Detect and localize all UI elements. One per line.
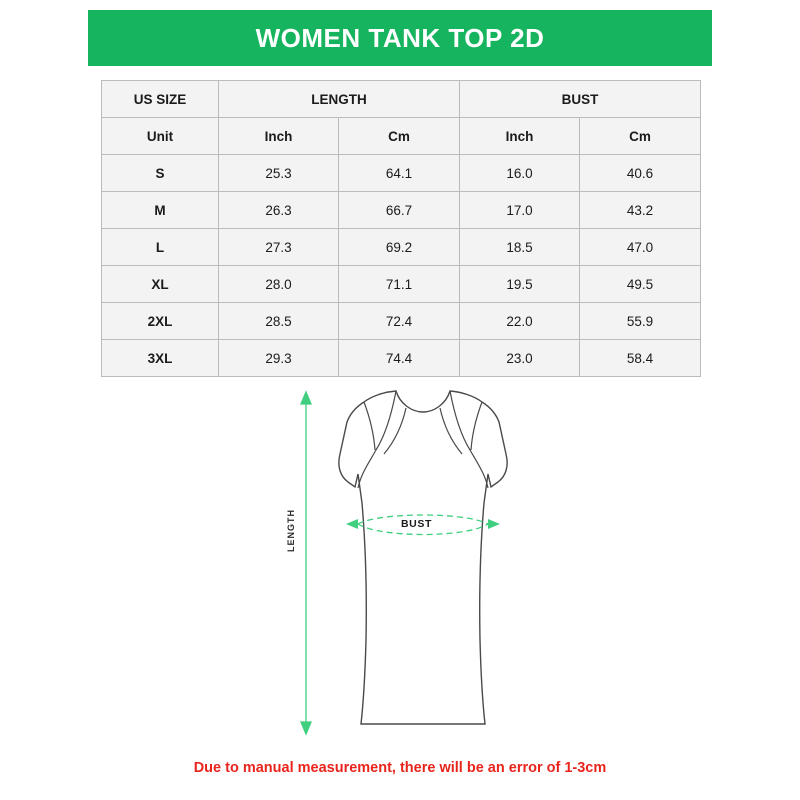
row-bust-cm: 43.2 <box>580 192 701 229</box>
row-bust-inch: 23.0 <box>460 340 580 377</box>
row-bust-cm: 55.9 <box>580 303 701 340</box>
row-length-inch: 26.3 <box>219 192 339 229</box>
size-table <box>101 80 701 377</box>
row-bust-cm: 58.4 <box>580 340 701 377</box>
table-row <box>102 192 701 229</box>
row-length-inch: 27.3 <box>219 229 339 266</box>
size-table-container <box>101 80 700 377</box>
unit-bust-cm: Cm <box>580 118 701 155</box>
unit-length-inch: Inch <box>219 118 339 155</box>
column-header-bust: BUST <box>460 81 701 118</box>
row-length-cm: 71.1 <box>339 266 460 303</box>
bust-dimension-label: BUST <box>401 518 432 530</box>
row-size: L <box>102 229 219 266</box>
row-length-cm: 72.4 <box>339 303 460 340</box>
unit-length-cm: Cm <box>339 118 460 155</box>
table-row <box>102 155 701 192</box>
unit-label: Unit <box>102 118 219 155</box>
row-bust-inch: 17.0 <box>460 192 580 229</box>
row-length-cm: 69.2 <box>339 229 460 266</box>
table-row <box>102 303 701 340</box>
row-bust-inch: 18.5 <box>460 229 580 266</box>
row-length-cm: 66.7 <box>339 192 460 229</box>
page-title: WOMEN TANK TOP 2D <box>255 22 545 53</box>
row-bust-cm: 47.0 <box>580 229 701 266</box>
row-bust-cm: 40.6 <box>580 155 701 192</box>
column-header-length: LENGTH <box>219 81 460 118</box>
row-length-cm: 74.4 <box>339 340 460 377</box>
row-size: 3XL <box>102 340 219 377</box>
header-banner <box>88 10 712 66</box>
table-row <box>102 229 701 266</box>
table-row <box>102 340 701 377</box>
measurement-disclaimer: Due to manual measurement, there will be an error of 1-3cm <box>193 760 607 776</box>
row-bust-inch: 19.5 <box>460 266 580 303</box>
row-length-cm: 64.1 <box>339 155 460 192</box>
row-size: S <box>102 155 219 192</box>
measurement-diagram <box>260 388 560 738</box>
unit-bust-inch: Inch <box>460 118 580 155</box>
length-dimension-label: LENGTH <box>286 509 296 552</box>
tank-top-outline-icon <box>260 388 560 738</box>
row-length-inch: 29.3 <box>219 340 339 377</box>
row-bust-cm: 49.5 <box>580 266 701 303</box>
row-size: XL <box>102 266 219 303</box>
table-row <box>102 266 701 303</box>
row-length-inch: 28.5 <box>219 303 339 340</box>
row-size: 2XL <box>102 303 219 340</box>
table-row-unit <box>102 118 701 155</box>
row-bust-inch: 16.0 <box>460 155 580 192</box>
table-header-row <box>102 81 701 118</box>
row-size: M <box>102 192 219 229</box>
column-header-us-size: US SIZE <box>102 81 219 118</box>
row-length-inch: 28.0 <box>219 266 339 303</box>
row-length-inch: 25.3 <box>219 155 339 192</box>
row-bust-inch: 22.0 <box>460 303 580 340</box>
